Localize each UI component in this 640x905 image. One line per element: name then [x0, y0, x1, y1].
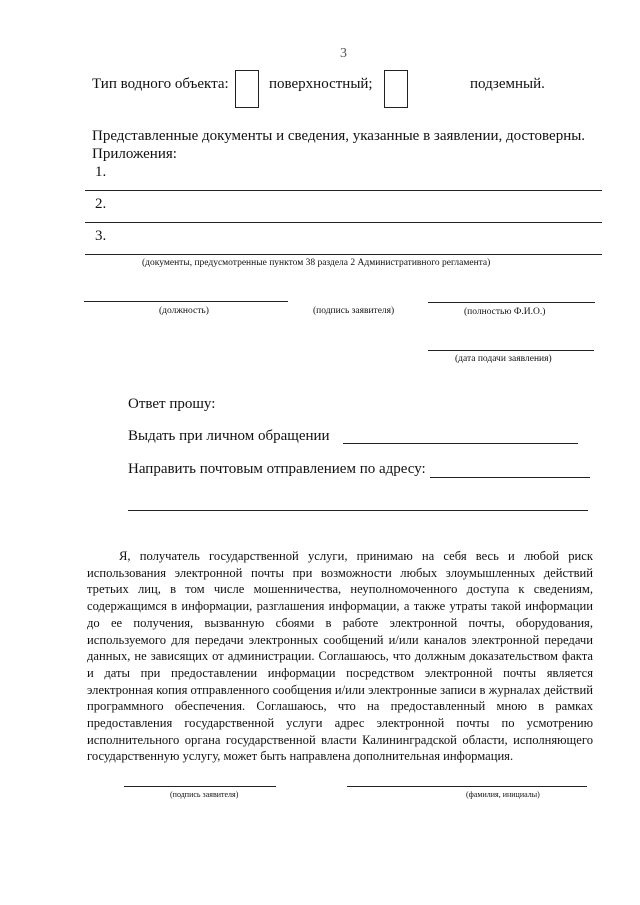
- signature-caption: (подпись заявителя): [313, 306, 395, 316]
- bottom-name-line[interactable]: [347, 786, 587, 787]
- water-body-label: Тип водного объекта:: [92, 76, 229, 92]
- surface-option-label: поверхностный;: [269, 76, 373, 92]
- attachment-item-2: 2.: [95, 196, 107, 212]
- mail-address-line-2[interactable]: [128, 510, 588, 511]
- underground-option-label: подземный.: [470, 76, 545, 92]
- in-person-label: Выдать при личном обращении: [128, 428, 330, 444]
- page-number: 3: [340, 46, 347, 61]
- surface-checkbox[interactable]: [235, 70, 259, 108]
- position-caption: (должность): [159, 306, 209, 316]
- position-line[interactable]: [84, 301, 288, 302]
- attachment-line-3[interactable]: [85, 254, 602, 255]
- attachments-title: Приложения:: [92, 146, 177, 162]
- date-line[interactable]: [428, 350, 594, 351]
- bottom-signature-caption: (подпись заявителя): [170, 790, 239, 799]
- bottom-signature-line[interactable]: [124, 786, 276, 787]
- statement-text: Представленные документы и сведения, указанные в заявлении, достоверны.: [92, 128, 586, 144]
- date-caption: (дата подачи заявления): [455, 354, 552, 364]
- attachments-caption: (документы, предусмотренные пунктом 38 раздела 2 Административного регламента): [142, 258, 491, 268]
- consent-paragraph: [87, 548, 593, 765]
- mail-address-line[interactable]: [430, 477, 590, 478]
- underground-checkbox[interactable]: [384, 70, 408, 108]
- in-person-line[interactable]: [343, 443, 578, 444]
- attachment-item-3: 3.: [95, 228, 107, 244]
- full-name-caption: (полностью Ф.И.О.): [464, 307, 546, 317]
- attachment-line-1[interactable]: [85, 190, 602, 191]
- bottom-name-caption: (фамилия, инициалы): [466, 790, 540, 799]
- attachment-line-2[interactable]: [85, 222, 602, 223]
- consent-text: Я, получатель государственной услуги, принимаю на себя весь и любой риск использования электронной почты при возможности любых злоумышленных действий третьих лиц, в том числе мошенничества, неуполномоченного доступа к сведениям, содержащимся в информации, разглашения информации, а также утраты такой информации до ее получения, вызванную сбоями в работе электронной почты, оборудования, используемого для передачи электронных сообщений и/или каналов электронной передачи данных, не зависящих от администрации. Соглашаюсь, что должным доказательством факта и даты при предоставлении информации посредством электронной почты является электронная копия отправленного сообщения и/или электронные записи в журналах действий программного обеспечения. Соглашаюсь, что на предоставленный мною в рамках предоставления государственной услуги адрес электронной почты по усмотрению исполнительного органа государственной власти Калининградской области, исполняющего государственную услугу, может быть направлена дополнительная информация.: [87, 549, 593, 764]
- attachment-item-1: 1.: [95, 164, 107, 180]
- by-mail-label: Направить почтовым отправлением по адресу:: [128, 461, 426, 477]
- full-name-line[interactable]: [428, 302, 595, 303]
- response-title: Ответ прошу:: [128, 396, 216, 412]
